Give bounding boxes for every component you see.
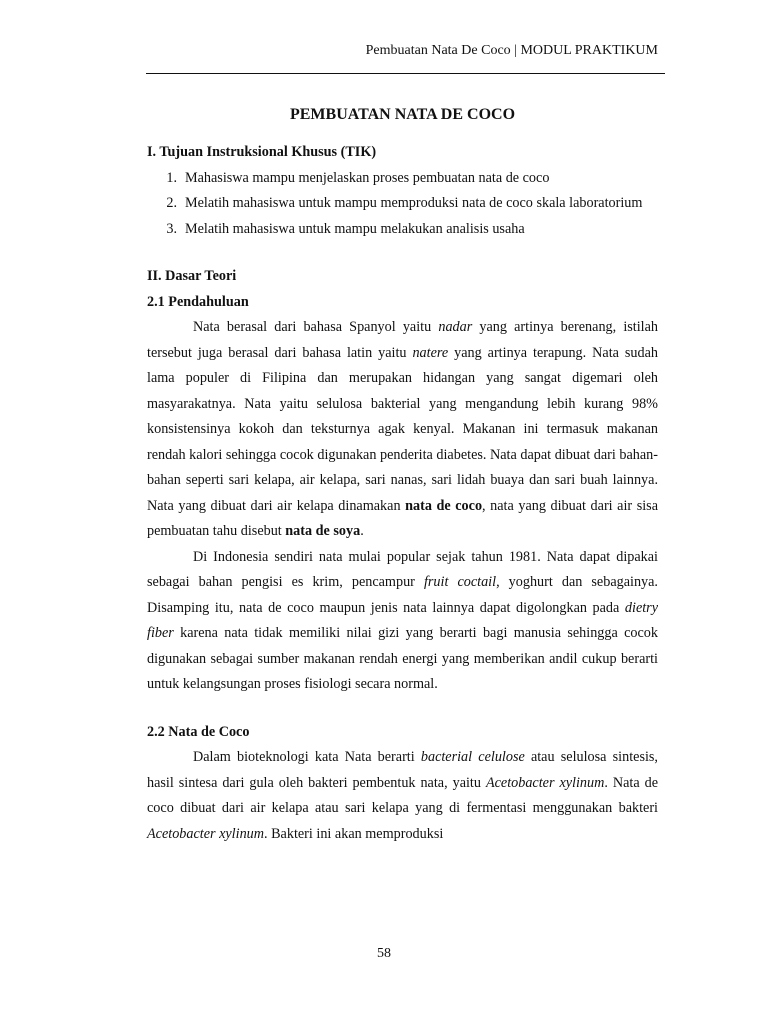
italic-term: Acetobacter xylinum [147, 825, 264, 842]
running-header: Pembuatan Nata De Coco | MODUL PRAKTIKUM [365, 43, 658, 58]
page-content [147, 100, 658, 847]
list-text: Mahasiswa mampu menjelaskan proses pembuatan nata de coco [185, 169, 550, 186]
list-number: 1. [166, 169, 177, 186]
list-item [147, 191, 658, 217]
paragraph-pendahuluan-2: Di Indonesia sendiri nata mulai popular sejak tahun 1981. Nata dapat dipakai sebagai bahan pengisi es krim, pencampur fruit coctail, yoghurt dan sebagainya. Disamping itu, nata de coco maupun jenis nata lainnya dapat digolongkan pada dietry fiber karena nata tidak memiliki nilai gizi yang berarti bagi manusia sehingga cocok digunakan sebagai sumber makanan rendah energi yang memberikan andil cukup berarti untuk kelangsungan proses fisiologi secara normal. [147, 548, 658, 692]
italic-term: fruit coctail [423, 574, 497, 590]
italic-term: natere [412, 344, 449, 361]
list-item [147, 166, 658, 192]
subsection-heading-nata-de-coco: 2.2 Nata de Coco [147, 723, 250, 740]
document-title: PEMBUATAN NATA DE COCO [289, 106, 516, 123]
page-number: 58 [377, 946, 391, 961]
italic-term: dietry fiber [147, 599, 658, 641]
tik-list [147, 166, 658, 243]
bold-term: nata de coco [405, 497, 483, 514]
list-text: Melatih mahasiswa untuk mampu memproduksi nata de coco skala laboratorium [185, 195, 643, 211]
header-divider [146, 73, 665, 74]
paragraph-pendahuluan-1: Nata berasal dari bahasa Spanyol yaitu nadar yang artinya berenang, istilah tersebut juga berasal dari bahasa latin yaitu natere yang artinya terapung. Nata sudah lama populer di Filipina dan merupakan hidangan yang sangat digemari oleh masyarakatnya. Nata yaitu selulosa bakterial yang mengandung lebih kurang 98% konsistensinya kokoh dan teksturnya agak kenyal. Makanan ini termasuk makanan rendah kalori sehingga cocok digunakan penderita diabetes. Nata dapat dibuat dari bahan-bahan seperti sari kelapa, air kelapa, sari nanas, sari lidah buaya dan sari buah lainnya. Nata yang dibuat dari air kelapa dinamakan nata de coco, nata yang dibuat dari air sisa pembuatan tahu disebut nata de soya. [147, 319, 659, 539]
list-number: 2. [166, 195, 177, 211]
italic-term: Acetobacter xylinum [485, 774, 605, 791]
italic-term: bacterial celulose [420, 749, 525, 765]
list-item [147, 217, 658, 243]
paragraph-nata-de-coco-1: Dalam bioteknologi kata Nata berarti bacterial celulose atau selulosa sintesis, hasil sintesa dari gula oleh bakteri pembentuk nata, yaitu Acetobacter xylinum. Nata de coco dibuat dari air kelapa atau sari kelapa yang di fermentasi menggunakan bakteri Acetobacter xylinum. Bakteri ini akan memproduksi [147, 749, 658, 842]
bold-term: nata de soya [285, 523, 361, 539]
section-heading-tik: I. Tujuan Instruksional Khusus (TIK) [147, 144, 377, 160]
subsection-heading-pendahuluan: 2.1 Pendahuluan [147, 293, 249, 310]
italic-term: nadar [438, 319, 473, 335]
list-number: 3. [166, 220, 177, 237]
section-heading-dasar-teori: II. Dasar Teori [147, 268, 237, 284]
list-text: Melatih mahasiswa untuk mampu melakukan analisis usaha [185, 220, 525, 237]
